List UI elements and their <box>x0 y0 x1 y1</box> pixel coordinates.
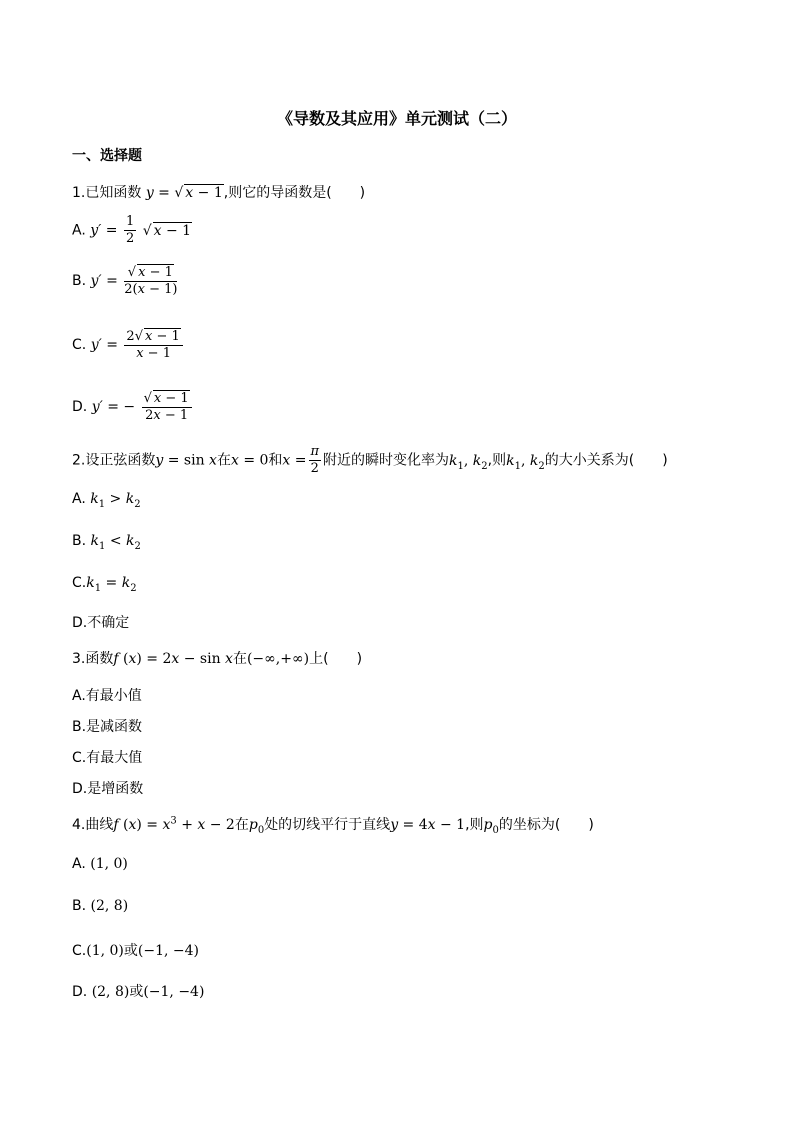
q1-option-b: B. y′ = $\frac{√ x - 1}{2(x - 1)}$ <box>72 265 178 297</box>
q3-option-c: C.有最大值 <box>72 750 143 766</box>
option-label: B. <box>72 273 87 289</box>
q2-text: ,则 <box>487 452 507 469</box>
option-label: A. <box>72 491 86 507</box>
option-label: C. <box>72 943 87 959</box>
page-title: 《导数及其应用》单元测试（二） <box>276 109 517 128</box>
option-label: A. <box>72 222 86 239</box>
q4-option-c: C.(1, 0)或(−1, −4) <box>72 943 199 959</box>
q3-text: 3.函数 <box>72 651 114 667</box>
option-label: A. <box>72 856 86 872</box>
q1-text-post: ,则它的导函数是( ) <box>223 185 366 201</box>
q4-text: 处的切线平行于直线 <box>264 817 391 833</box>
q1-function: y = √ x − 1 <box>145 185 223 201</box>
or-text: 或 <box>123 943 138 959</box>
q2-option-b: B. $k_1 < k_2$ <box>72 533 141 552</box>
option-label: B. <box>72 898 87 914</box>
q1-option-c: C. y′ = $\frac{2√ x - 1}{x - 1}$ <box>72 328 185 362</box>
q1-option-d: D. y′ = − $\frac{√ x - 1}{2x - 1}$ <box>72 390 194 424</box>
q4-text: 在 <box>234 817 249 833</box>
q2-option-c: $C.k_1 = k_2$ <box>72 575 137 594</box>
or-text: 或 <box>129 984 144 1000</box>
q2-text: 和 <box>268 452 283 469</box>
option-label: C. <box>72 337 87 353</box>
q2-option-a: A. $k_1 > k_2$ <box>72 491 141 510</box>
q2-text: 附近的瞬时变化率为 <box>323 452 450 469</box>
q4-option-b: B. (2, 8) <box>72 898 129 914</box>
q1-option-a: A. y′ = $\frac{1}{2}$ √ x − 1 <box>72 214 192 246</box>
q3-text: 在 <box>232 651 247 667</box>
q2-option-d: D.不确定 <box>72 615 130 631</box>
question-2: 2.设正弦函数y = sin x在x = 0和x = $\frac{\pi}{2}$ 附近的瞬时变化率为$k_1$, $k_2$,则$k_1$, $k_2$的大小关系为( ) <box>72 444 668 476</box>
option-label: D. <box>72 984 88 1000</box>
question-3: 3.函数f (x) = 2x − sin x在(−∞,+∞)上( ) <box>72 651 363 667</box>
q3-option-a: A.有最小值 <box>72 688 142 704</box>
q4-option-d: D. (2, 8)或(−1, −4) <box>72 984 205 1000</box>
q4-option-a: A. (1, 0) <box>72 856 128 872</box>
q4-text: 的坐标为( ) <box>498 817 594 833</box>
section-heading: 一、选择题 <box>72 148 142 164</box>
q1-text-pre: 1.已知函数 <box>72 185 142 201</box>
question-1 <box>72 182 365 202</box>
q2-text: 2.设正弦函数 <box>72 452 156 469</box>
q4-text: 4.曲线 <box>72 817 114 833</box>
q2-text: 在 <box>216 452 231 469</box>
question-4: 4.曲线f $(x) = x^3 + x - 2$在$p_0$处的切线平行于直线y = 4x − 1,则$p_0$的坐标为( ) <box>72 815 594 836</box>
q2-text: 的大小关系为( ) <box>544 452 668 469</box>
option-label: B. <box>72 533 87 549</box>
option-label: C. <box>72 575 87 591</box>
option-label: D. <box>72 399 88 415</box>
q3-option-b: B.是减函数 <box>72 719 143 735</box>
q3-text: 上( ) <box>309 651 363 667</box>
q3-option-d: D.是增函数 <box>72 781 144 797</box>
q4-text: ,则 <box>465 817 484 833</box>
